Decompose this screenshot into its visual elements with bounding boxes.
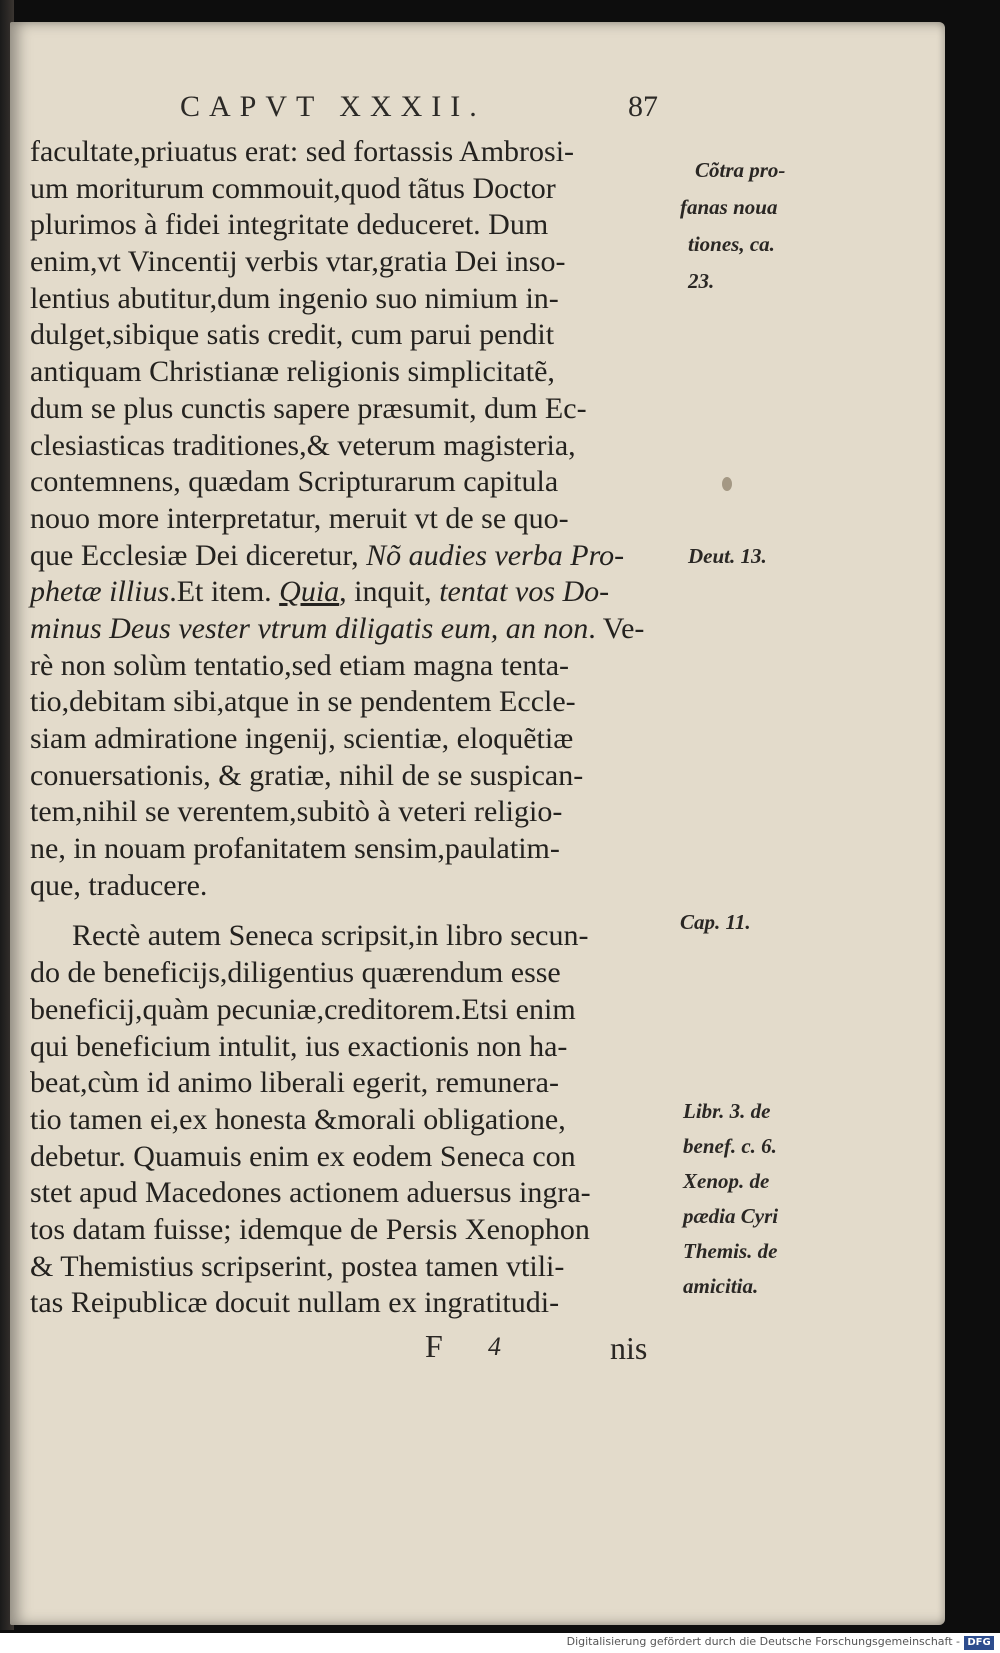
text-line [30, 574, 690, 611]
text-segment: , inquit, [339, 575, 440, 609]
quote-keyword: Quia [279, 575, 340, 609]
book-page [10, 22, 945, 1625]
scripture-quote: tentat vos Do- [439, 575, 610, 609]
signature-number: 4 [488, 1332, 501, 1361]
signature-line [10, 1322, 945, 1370]
text-line: beat,cùm id animo liberali egerit, remunera- [30, 1066, 559, 1100]
text-line: tos datam fuisse; idemque de Persis Xenophon [30, 1212, 590, 1246]
text-line: que, traducere. [30, 868, 208, 902]
text-segment: .Et item. [169, 575, 280, 609]
text-line: rè non solùm tentatio,sed etiam magna tenta- [30, 648, 570, 682]
margin-note: amicitia. [683, 1274, 759, 1298]
text-line: tio tamen ei,ex honesta &morali obligatione, [30, 1102, 566, 1136]
text-line: plurimos à fidei integritate deduceret. Dum [30, 208, 549, 242]
margin-note: Libr. 3. de [683, 1099, 771, 1123]
text-line: tem,nihil se verentem,subitò à veteri religio- [30, 795, 563, 829]
dfg-logo-icon: DFG [964, 1636, 994, 1650]
text-segment: que Ecclesiæ Dei diceretur, [30, 538, 367, 572]
text-line: conuersationis, & gratiæ, nihil de se suspican- [30, 758, 584, 792]
page-number: 87 [628, 90, 658, 123]
scripture-quote: minus Deus vester vtrum diligatis eum, an non [30, 611, 589, 645]
margin-note: Deut. 13. [688, 544, 767, 568]
text-line: Rectè autem Seneca scripsit,in libro secun- [72, 919, 589, 953]
text-line: clesiasticas traditiones,& veterum magisteria, [30, 428, 576, 462]
text-line: nouo more interpretatur, meruit vt de se quo- [30, 501, 569, 535]
ink-spot [722, 477, 732, 491]
running-header [10, 72, 945, 122]
margin-note: Themis. de [683, 1239, 778, 1263]
text-line: tio,debitam sibi,atque in se pendentem Eccle- [30, 685, 576, 719]
text-line: qui beneficium intulit, ius exactionis non ha- [30, 1029, 568, 1063]
text-line: antiquam Christianæ religionis simplicitatẽ, [30, 355, 555, 389]
margin-note: Xenop. de [683, 1169, 770, 1193]
running-title: CAPVT XXXII. [180, 90, 486, 123]
text-line: stet apud Macedones actionem aduersus ingra- [30, 1176, 591, 1210]
text-line: do de beneficijs,diligentius quærendum esse [30, 956, 561, 990]
text-line: facultate,priuatus erat: sed fortassis Ambrosi- [30, 135, 575, 168]
text-line: contemnens, quædam Scripturarum capitula [30, 465, 559, 499]
text-line: siam admiratione ingenij, scientiæ, eloquẽtiæ [30, 722, 574, 755]
scripture-quote: phetæ illius [30, 575, 170, 609]
text-line: dulget,sibique satis credit, cum parui pendit [30, 318, 555, 352]
text-line: debetur. Quamuis enim ex eodem Seneca con [30, 1139, 576, 1173]
text-line: um moriturum commouit,quod tãtus Doctor [30, 171, 556, 205]
text-line: lentius abutitur,dum ingenio suo nimium in- [30, 281, 559, 315]
text-line: enim,vt Vincentij verbis vtar,gratia Dei inso- [30, 245, 566, 279]
margin-note: pædia Cyri [683, 1204, 779, 1228]
text-line: beneficij,quàm pecuniæ,creditorem.Etsi enim [30, 992, 576, 1026]
margin-note: fanas noua [680, 195, 778, 219]
text-line: & Themistius scripserint, postea tamen vtili- [30, 1249, 565, 1283]
margin-note: benef. c. 6. [683, 1134, 777, 1158]
margin-note: 23. [688, 269, 715, 293]
text-line [30, 538, 690, 575]
margin-note: Cõtra pro- [695, 158, 786, 182]
digitization-footer [0, 1633, 1000, 1653]
catchword: nis [610, 1330, 648, 1366]
scripture-quote: Nõ audies verba Pro- [366, 538, 625, 572]
margin-note: tiones, ca. [688, 232, 775, 256]
signature-mark: F [425, 1328, 443, 1364]
margin-note: Cap. 11. [680, 910, 751, 934]
text-line: ne, in nouam profanitatem sensim,paulatim- [30, 832, 560, 866]
text-line: dum se plus cunctis sapere præsumit, dum Ec- [30, 391, 587, 425]
main-text [30, 134, 690, 1322]
funding-credit: Digitalisierung gefördert durch die Deutsche Forschungsgemeinschaft - [566, 1635, 960, 1648]
text-line [30, 611, 690, 648]
text-line: tas Reipublicæ docuit nullam ex ingratitudi- [30, 1286, 560, 1320]
text-segment: . Ve- [588, 611, 645, 645]
